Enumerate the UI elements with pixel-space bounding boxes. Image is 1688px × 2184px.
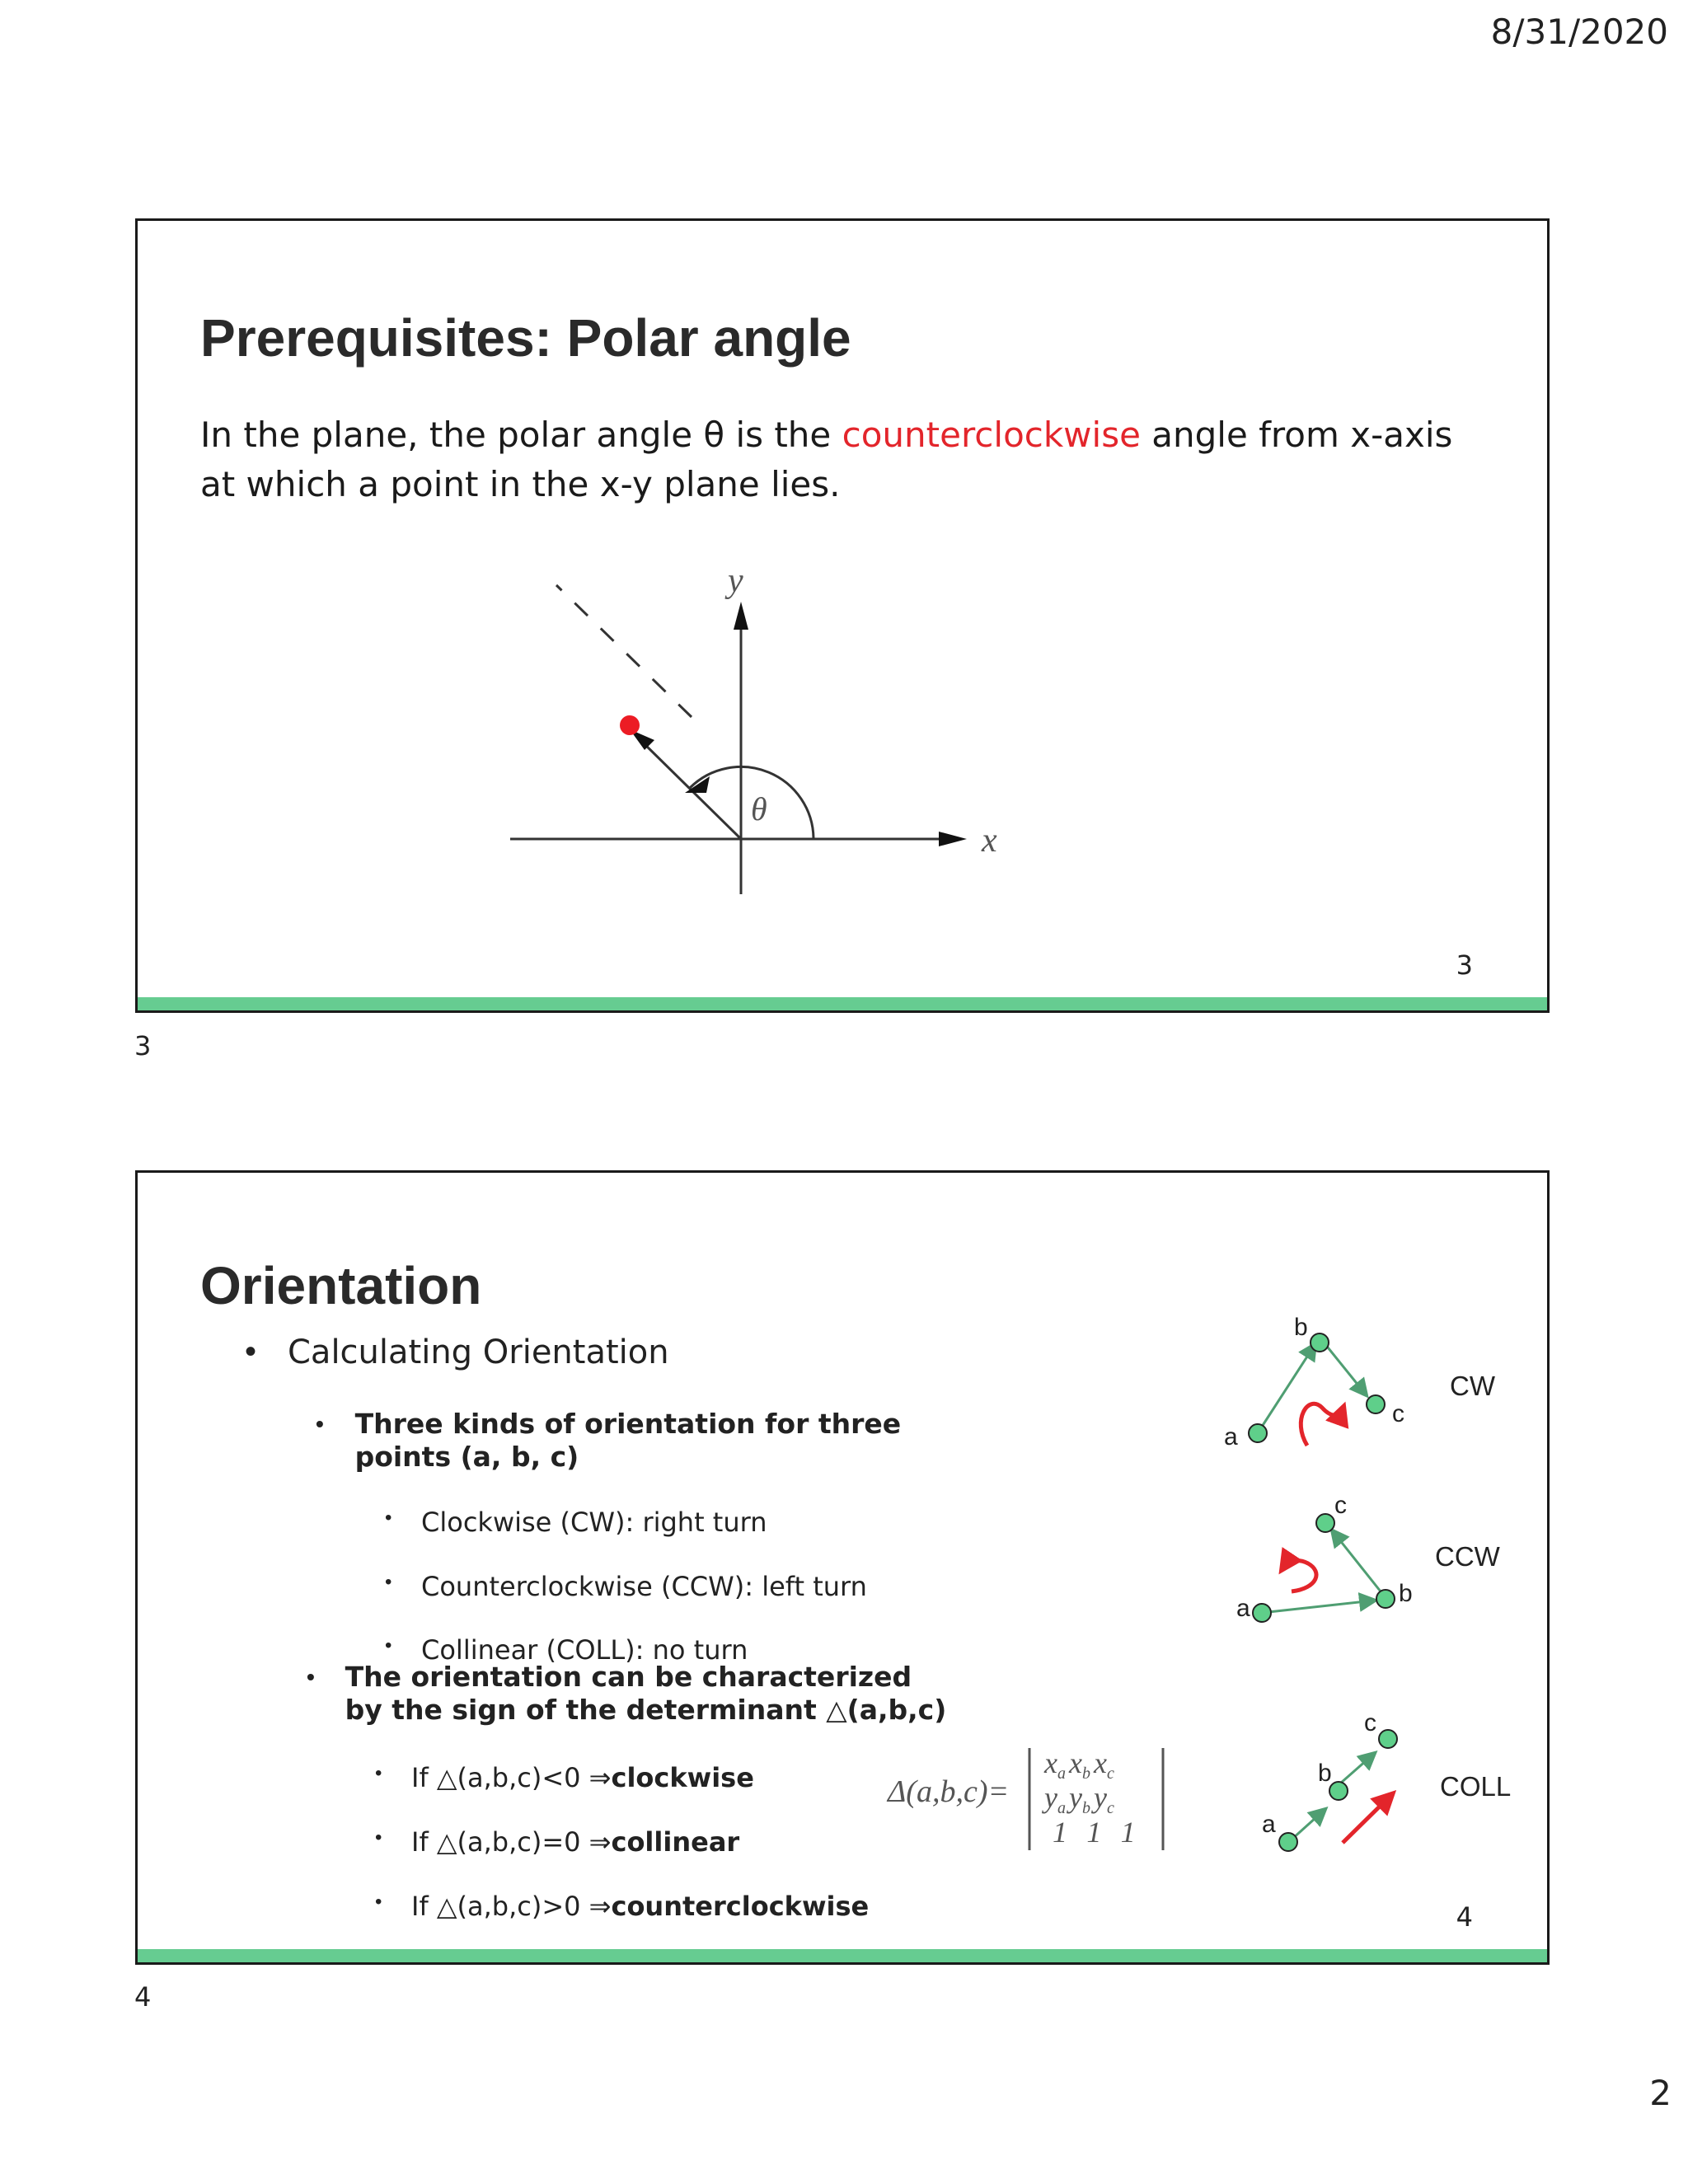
coll-tag: COLL — [1440, 1771, 1512, 1802]
sub-item-text: Counterclockwise (CCW): left turn — [421, 1571, 867, 1602]
bullet-dot: • — [316, 1411, 324, 1436]
accent-bar — [138, 1949, 1547, 1962]
condition-prefix: If △(a,b,c)<0 ⇒ — [411, 1762, 612, 1793]
bullet-text: Three kinds of orientation for three points (a, b, c) — [354, 1408, 902, 1473]
label-b: b — [1318, 1760, 1332, 1787]
slide-polar-angle — [135, 218, 1550, 1013]
x-axis-label: x — [982, 822, 997, 860]
bullet-text: The orientation can be characterized by the sign of the determinant △(a,b,c) — [345, 1661, 947, 1726]
label-b: b — [1294, 1314, 1308, 1341]
text-after: angle from x-axis at which a point in the x-y plane lies. — [200, 415, 1453, 504]
label-c: c — [1392, 1400, 1404, 1427]
bullet-dot: • — [307, 1664, 315, 1690]
determinant-lhs: Δ(a,b,c)= — [888, 1774, 1010, 1809]
label-c: c — [1334, 1492, 1347, 1519]
accent-bar — [138, 997, 1547, 1010]
slide-number: 4 — [1456, 1901, 1473, 1933]
polar-angle-diagram — [138, 221, 1550, 1013]
label-b: b — [1399, 1580, 1413, 1607]
point-c — [1379, 1730, 1397, 1748]
condition-prefix: If △(a,b,c)>0 ⇒ — [411, 1891, 612, 1922]
bullet-text: Calculating Orientation — [288, 1333, 669, 1371]
angle-label: θ — [751, 790, 767, 827]
page-number: 2 — [1649, 2073, 1672, 2113]
condition-result: counterclockwise — [611, 1891, 870, 1922]
slide-footnote: 3 — [134, 1030, 152, 1062]
text-highlight: counterclockwise — [842, 415, 1141, 455]
determinant-row3: 1 1 1 — [1053, 1816, 1136, 1849]
condition-result: collinear — [611, 1826, 740, 1858]
point-c — [1367, 1395, 1385, 1413]
cw-diagram — [1224, 1314, 1496, 1451]
y-axis-arrowhead — [734, 602, 748, 630]
label-a: a — [1224, 1423, 1238, 1451]
point-c — [1316, 1514, 1334, 1532]
point-b — [1329, 1782, 1348, 1800]
sub-item-text: Collinear (COLL): no turn — [421, 1634, 748, 1666]
point-a — [1249, 1424, 1267, 1442]
text-before: In the plane, the polar angle θ is the — [200, 415, 842, 455]
point-a — [1253, 1604, 1271, 1622]
page-date: 8/31/2020 — [1490, 12, 1668, 52]
point-a — [1279, 1833, 1297, 1851]
bullet-dot: • — [375, 1826, 382, 1849]
polar-point — [620, 715, 640, 735]
point-b — [1376, 1590, 1395, 1608]
slide-title: Prerequisites: Polar angle — [200, 308, 851, 368]
label-c: c — [1364, 1709, 1376, 1736]
ccw-tag: CCW — [1435, 1541, 1500, 1572]
bullet-dot: • — [385, 1507, 392, 1529]
ccw-diagram — [1236, 1492, 1501, 1622]
condition-prefix: If △(a,b,c)=0 ⇒ — [411, 1826, 612, 1858]
determinant-row2: ya yb yc — [1044, 1781, 1114, 1817]
label-a: a — [1262, 1811, 1276, 1838]
slide-orientation — [135, 1170, 1550, 1965]
coll-diagram — [1262, 1709, 1511, 1851]
y-axis-label: y — [728, 562, 743, 600]
slide-footnote: 4 — [134, 1981, 152, 2013]
bullet-dot: • — [245, 1333, 257, 1370]
ray-dashed-extension — [556, 585, 692, 717]
label-a: a — [1236, 1595, 1250, 1622]
angle-arc-arrowhead — [685, 776, 710, 793]
sub-item-text: Clockwise (CW): right turn — [421, 1507, 767, 1538]
slide-number: 3 — [1456, 949, 1473, 981]
determinant-row1: xa xb xc — [1044, 1746, 1114, 1783]
point-b — [1311, 1333, 1329, 1352]
bullet-dot: • — [375, 1891, 382, 1913]
x-axis-arrowhead — [939, 832, 967, 846]
ccw-turn-arrow — [1283, 1561, 1316, 1591]
condition-result: clockwise — [611, 1762, 754, 1793]
determinant-formula — [886, 1746, 1163, 1850]
cw-turn-arrow — [1301, 1404, 1343, 1446]
bullet-dot: • — [385, 1571, 392, 1593]
orientation-figures — [138, 1173, 1550, 1965]
cw-tag: CW — [1450, 1371, 1495, 1401]
slide-title: Orientation — [200, 1256, 482, 1315]
bullet-dot: • — [375, 1762, 382, 1784]
coll-direction-arrow — [1343, 1796, 1390, 1843]
bullet-dot: • — [385, 1634, 392, 1657]
